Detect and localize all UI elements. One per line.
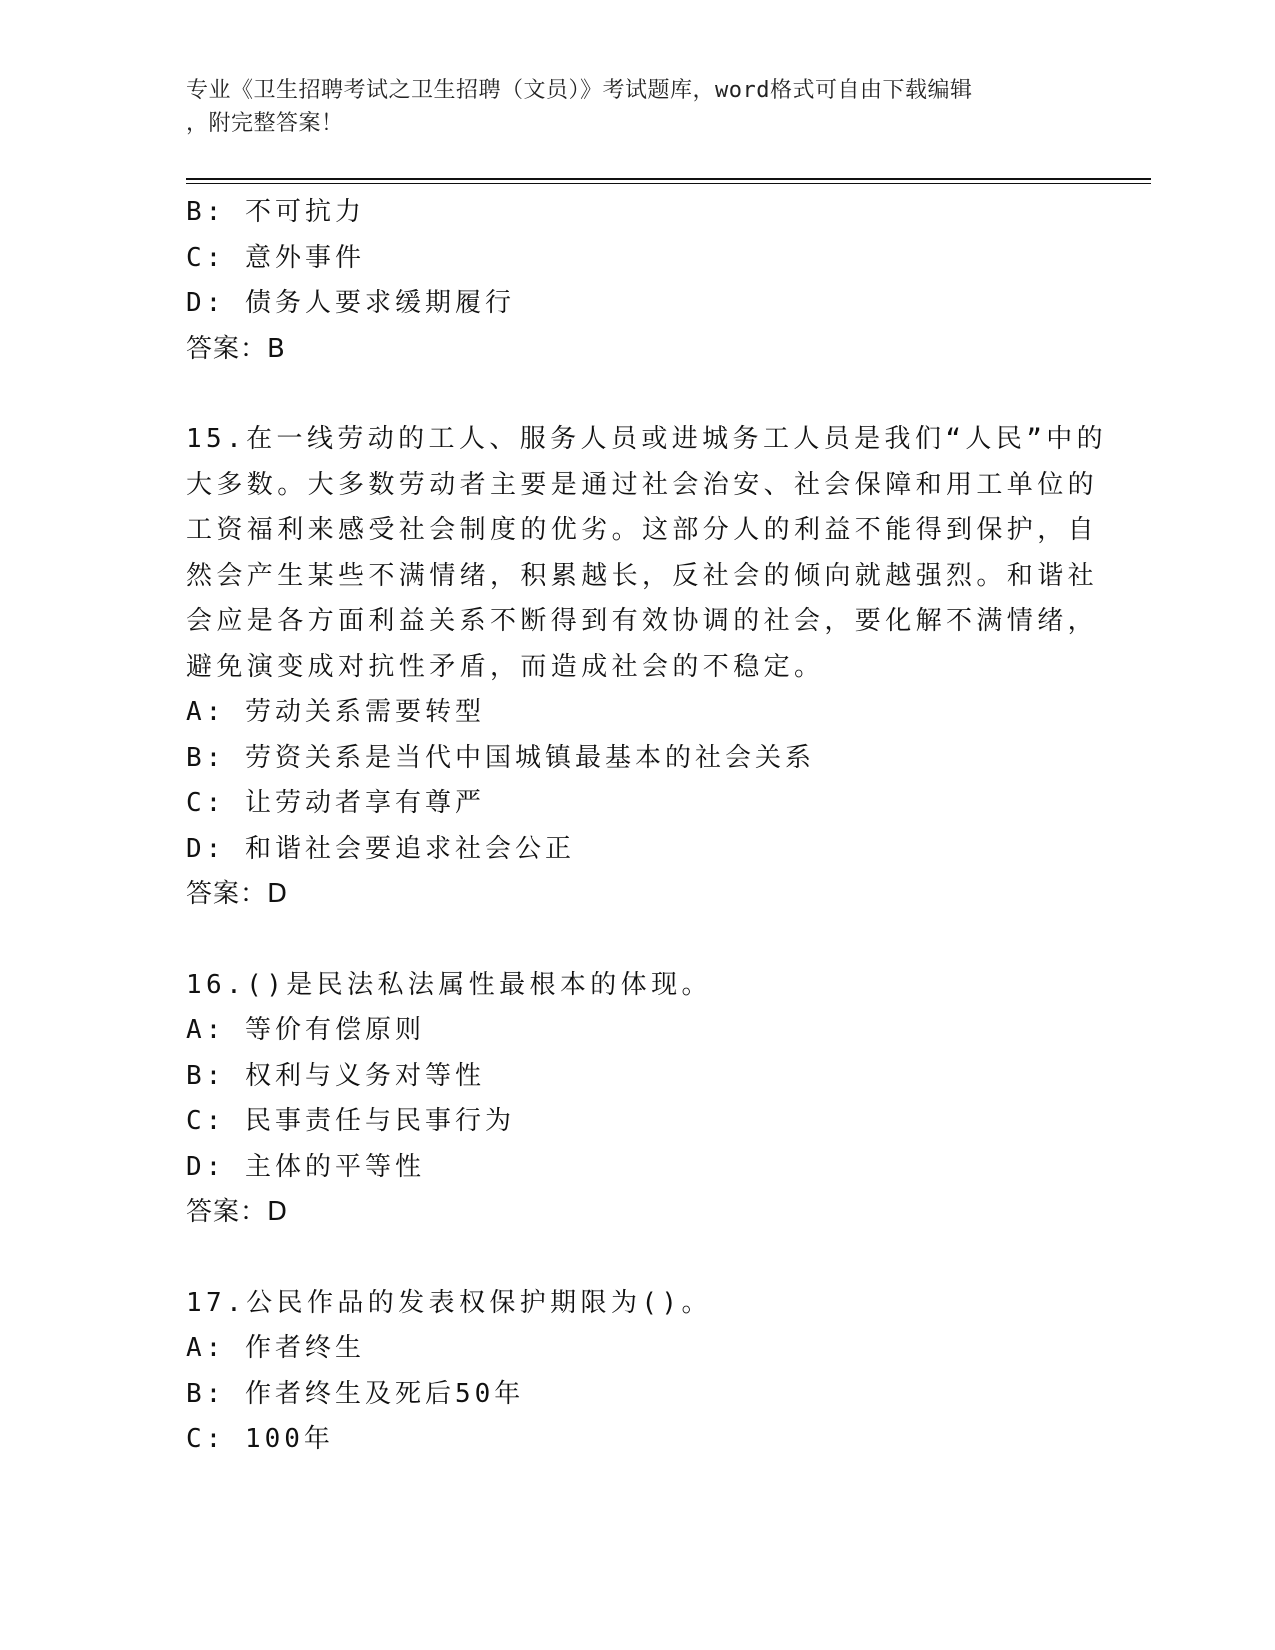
header-divider-thick (186, 178, 1151, 180)
header-line-2: ，附完整答案！ (186, 111, 344, 136)
question-block (186, 190, 1086, 372)
option-b: B: 作者终生及死后50年 (186, 1378, 525, 1409)
stem-line: 工资福利来感受社会制度的优劣。这部分人的利益不能得到保护，自 (186, 515, 1099, 545)
option-c: C: 民事责任与民事行为 (186, 1106, 515, 1136)
option-b: B: 不可抗力 (186, 197, 365, 227)
option-b: B: 劳资关系是当代中国城镇最基本的社会关系 (186, 742, 815, 773)
option-d: D: 和谐社会要追求社会公正 (186, 833, 575, 864)
question-block (186, 417, 1108, 918)
answer-line: 答案：D (186, 879, 289, 909)
header-divider-thin (186, 183, 1151, 184)
stem-line: 16.()是民法私法属性最根本的体现。 (186, 969, 712, 1000)
option-c: C: 意外事件 (186, 242, 365, 273)
header-line-1: 专业《卫生招聘考试之卫生招聘（文员）》考试题库，word格式可自由下载编辑 (186, 78, 973, 103)
option-d: D: 主体的平等性 (186, 1151, 425, 1182)
question-stem (186, 1281, 1086, 1327)
option-b: B: 权利与义务对等性 (186, 1060, 485, 1091)
question-stem (186, 417, 1108, 690)
stem-line: 会应是各方面利益关系不断得到有效协调的社会，要化解不满情绪， (186, 606, 1099, 636)
answer-line: 答案：B (186, 333, 286, 364)
stem-line: 大多数。大多数劳动者主要是通过社会治安、社会保障和用工单位的 (186, 469, 1099, 500)
question-block (186, 1281, 1086, 1463)
option-a: A: 劳动关系需要转型 (186, 697, 485, 727)
option-c: C: 让劳动者享有尊严 (186, 788, 485, 818)
stem-line: 然会产生某些不满情绪，积累越长，反社会的倾向就越强烈。和谐社 (186, 560, 1099, 591)
option-a: A: 等价有偿原则 (186, 1015, 425, 1045)
question-stem (186, 963, 1086, 1009)
option-d: D: 债务人要求缓期履行 (186, 288, 515, 318)
document-header (186, 74, 1066, 140)
option-c: C: 100年 (186, 1424, 334, 1454)
stem-line: 15.在一线劳动的工人、服务人员或进城务工人员是我们“人民”中的 (186, 424, 1108, 454)
question-list (186, 190, 1108, 1463)
answer-line: 答案：D (186, 1197, 289, 1227)
question-block (186, 963, 1086, 1236)
option-a: A: 作者终生 (186, 1333, 365, 1363)
stem-line: 17.公民作品的发表权保护期限为()。 (186, 1287, 712, 1318)
stem-line: 避免演变成对抗性矛盾，而造成社会的不稳定。 (186, 651, 825, 682)
